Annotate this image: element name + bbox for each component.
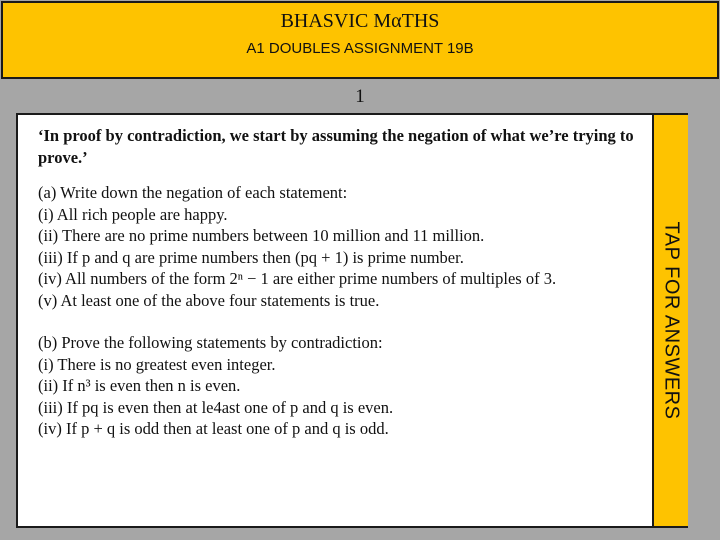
part-a-item: (iii) If p and q are prime numbers then (pq + 1) is prime number.	[38, 247, 464, 267]
tap-for-answers-label: TAP FOR ANSWERS	[660, 221, 683, 420]
slide-number: 1	[355, 86, 365, 107]
question-content	[38, 125, 638, 440]
part-a-intro: (a) Write down the negation of each statement:	[38, 183, 348, 202]
part-b-intro: (b) Prove the following statements by contradiction:	[38, 333, 383, 352]
header-banner	[1, 1, 719, 79]
question-card	[16, 113, 688, 528]
part-b-item: (i) There is no greatest even integer.	[38, 354, 276, 374]
part-a-item: (ii) There are no prime numbers between 10 million and 11 million.	[38, 226, 485, 245]
part-b-item: (ii) If n³ is even then n is even.	[38, 376, 241, 395]
assignment-subtitle: A1 DOUBLES ASSIGNMENT 19B	[246, 40, 474, 57]
part-b-item: (iii) If pq is even then at le4ast one of p and q is even.	[38, 397, 394, 417]
part-a-item: (v) At least one of the above four statements is true.	[38, 290, 380, 310]
part-a-item: (iv) All numbers of the form 2ⁿ − 1 are either prime numbers of multiples of 3.	[38, 269, 557, 288]
tap-for-answers-button[interactable]	[652, 115, 688, 526]
part-b-item: (iv) If p + q is odd then at least one of p and q is odd.	[38, 419, 389, 438]
question-quote: ‘In proof by contradiction, we start by assuming the negation of what we’re trying to prove.’	[38, 126, 634, 167]
page-title: BHASVIC MαTHS	[280, 10, 440, 32]
part-a-item: (i) All rich people are happy.	[38, 204, 228, 224]
